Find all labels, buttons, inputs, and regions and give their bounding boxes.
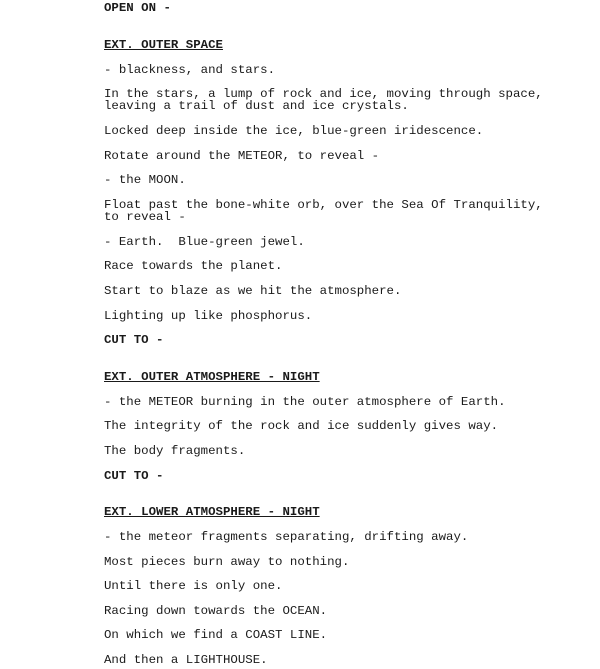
action-line: Lighting up like phosphorus.: [104, 309, 313, 323]
action-line: - blackness, and stars.: [104, 63, 276, 77]
action-line: Most pieces burn away to nothing.: [104, 555, 350, 569]
cut-to-transition: CUT TO -: [104, 333, 164, 347]
cut-to-transition: CUT TO -: [104, 469, 164, 483]
action-line: The integrity of the rock and ice suddenly gives way.: [104, 419, 499, 433]
action-line: In the stars, a lump of rock and ice, moving through space,: [104, 87, 543, 101]
action-line: Rotate around the METEOR, to reveal -: [104, 149, 380, 163]
scene-heading-outer-space: EXT. OUTER SPACE: [104, 38, 223, 52]
action-line: - the METEOR burning in the outer atmosphere of Earth.: [104, 395, 506, 409]
scene-heading-outer-atmosphere: EXT. OUTER ATMOSPHERE - NIGHT: [104, 370, 320, 384]
action-line: to reveal -: [104, 210, 186, 224]
scene-heading-lower-atmosphere: EXT. LOWER ATMOSPHERE - NIGHT: [104, 505, 320, 519]
action-line: Locked deep inside the ice, blue-green iridescence.: [104, 124, 484, 138]
action-line: leaving a trail of dust and ice crystals.: [104, 99, 409, 113]
action-line: Until there is only one.: [104, 579, 283, 593]
action-line: Racing down towards the OCEAN.: [104, 604, 328, 618]
action-line: Float past the bone-white orb, over the Sea Of Tranquility,: [104, 198, 543, 212]
action-line: And then a LIGHTHOUSE.: [104, 653, 268, 667]
action-line: Race towards the planet.: [104, 259, 283, 273]
open-on-transition: OPEN ON -: [104, 1, 171, 15]
action-line: Start to blaze as we hit the atmosphere.: [104, 284, 402, 298]
action-line: - the MOON.: [104, 173, 186, 187]
action-line: The body fragments.: [104, 444, 246, 458]
action-line: On which we find a COAST LINE.: [104, 628, 328, 642]
action-line: - the meteor fragments separating, drifting away.: [104, 530, 469, 544]
action-line: - Earth. Blue-green jewel.: [104, 235, 305, 249]
